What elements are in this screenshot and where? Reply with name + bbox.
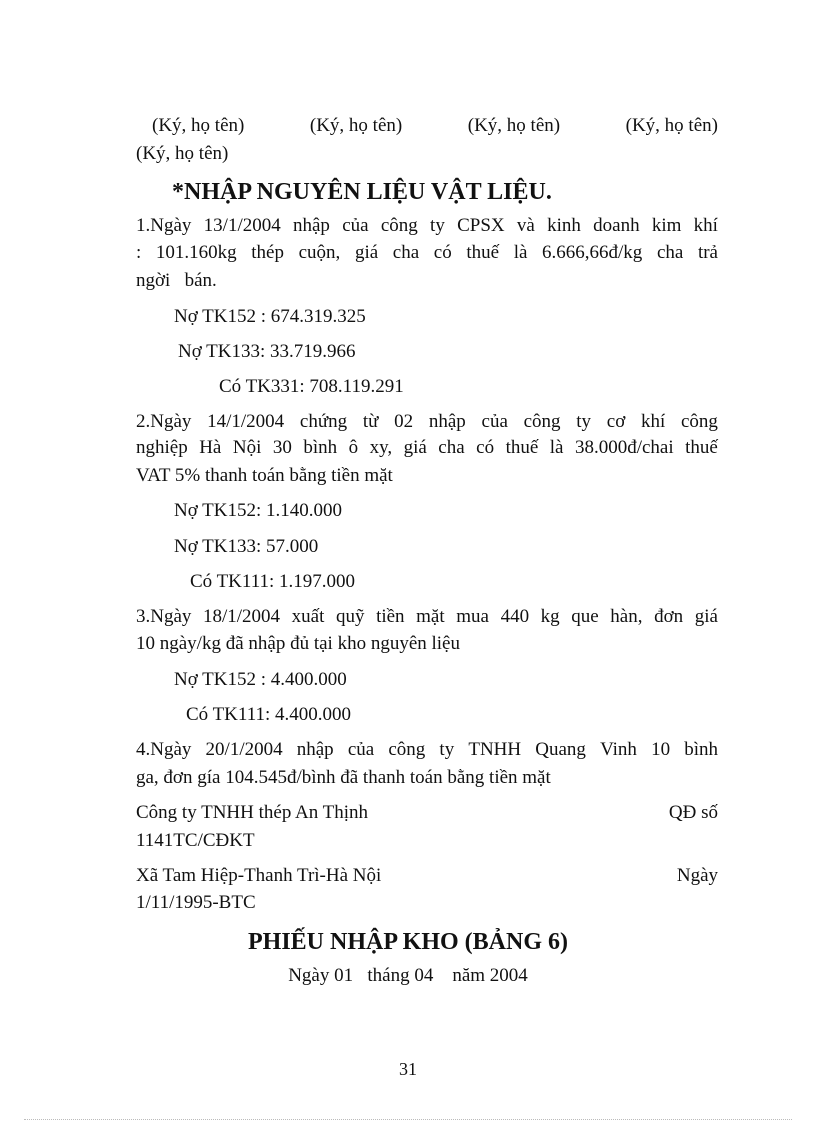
form-title: PHIẾU NHẬP KHO (BẢNG 6) [247, 929, 568, 955]
word: bình [684, 739, 718, 760]
decision-label: QĐ số [668, 802, 718, 823]
word: ty [430, 215, 445, 236]
word: ty [439, 739, 455, 760]
word: có [476, 437, 495, 458]
entry3-line1 [136, 606, 718, 628]
word: 18/1/2004 [203, 606, 281, 627]
entry1-debit-152: Nợ TK152 : 674.319.325 [174, 306, 366, 327]
word: giá [354, 242, 379, 263]
word: thuế [505, 437, 539, 458]
entry2-debit-152: Nợ TK152: 1.140.000 [174, 500, 343, 521]
word: hàn, [610, 606, 643, 627]
signature-row [152, 115, 718, 137]
signature-label: (Ký, họ tên) [152, 115, 245, 136]
entry1-debit-133: Nợ TK133: 33.719.966 [178, 341, 356, 362]
word: 4.Ngày [136, 739, 192, 760]
word: 101.160kg [155, 242, 237, 263]
word: của [347, 739, 375, 760]
company-address: Xã Tam Hiệp-Thanh Trì-Hà Nội [136, 865, 382, 886]
word: 14/1/2004 [207, 411, 285, 432]
word: cuộn, [298, 242, 341, 263]
word: nhập [293, 215, 330, 236]
word: từ [362, 411, 379, 432]
word: kim [651, 215, 682, 236]
decision-date-code: 1/11/1995-BTC [136, 892, 256, 913]
word: thép [251, 242, 284, 263]
word: CPSX [457, 215, 505, 236]
entry2-credit-111: Có TK111: 1.197.000 [190, 571, 356, 592]
company-name-row [136, 802, 718, 824]
word: đơn [654, 606, 684, 627]
word: 1.Ngày [136, 215, 192, 236]
section-title: *NHẬP NGUYÊN LIỆU VẬT LIỆU. [172, 179, 552, 205]
word: khí [693, 215, 718, 236]
word: kg [540, 606, 560, 627]
word: ô [348, 437, 359, 458]
word: 440 [500, 606, 530, 627]
word: bình [303, 437, 338, 458]
word: công [680, 411, 718, 432]
word: cha [438, 437, 465, 458]
word: kinh [547, 215, 581, 236]
word: và [516, 215, 535, 236]
entry2-line2 [136, 437, 718, 459]
word: Nội [232, 437, 262, 458]
word: 30 [272, 437, 292, 458]
word: công [523, 411, 561, 432]
entry1-line1 [136, 215, 718, 237]
word: 2.Ngày [136, 411, 192, 432]
word: mặt [416, 606, 445, 627]
page-bottom-divider [24, 1119, 792, 1120]
word: của [481, 411, 508, 432]
entry2-line3: VAT 5% thanh toán bằng tiền mặt [136, 465, 393, 486]
word: thuế [685, 437, 718, 458]
word: cơ [606, 411, 626, 432]
word: công [388, 739, 426, 760]
word: của [342, 215, 369, 236]
word: giá [694, 606, 718, 627]
form-date: Ngày 01 tháng 04 năm 2004 [288, 965, 528, 986]
word: trả [697, 242, 718, 263]
entry3-line2: 10 ngày/kg đã nhập đủ tại kho nguyên liệu [136, 633, 460, 654]
word: chứng [299, 411, 348, 432]
signature-label: (Ký, họ tên) [467, 115, 561, 136]
word: que [571, 606, 599, 627]
company-name: Công ty TNHH thép An Thịnh [136, 802, 369, 823]
word: Vinh [600, 739, 637, 760]
signature-label: (Ký, họ tên) [136, 143, 229, 164]
word: là [513, 242, 528, 263]
word: công [380, 215, 418, 236]
word: mua [456, 606, 489, 627]
company-address-row [136, 865, 718, 887]
page-number: 31 [399, 1059, 417, 1079]
word: tiền [376, 606, 405, 627]
signature-label: (Ký, họ tên) [625, 115, 718, 136]
word: 10 [651, 739, 671, 760]
word: 38.000đ/chai [574, 437, 674, 458]
entry4-line2: ga, đơn gía 104.545đ/bình đã thanh toán bằng tiền mặt [136, 767, 551, 788]
word: là [549, 437, 564, 458]
word: TNHH [468, 739, 522, 760]
entry2-debit-133: Nợ TK133: 57.000 [174, 536, 319, 557]
entry3-credit-111: Có TK111: 4.400.000 [186, 704, 352, 725]
word: nhập [296, 739, 334, 760]
date-label: Ngày [676, 865, 718, 886]
word: quỹ [335, 606, 365, 627]
word: khí [640, 411, 666, 432]
word: ty [576, 411, 592, 432]
signature-label: (Ký, họ tên) [309, 115, 403, 136]
word: 20/1/2004 [205, 739, 283, 760]
entry1-line2 [136, 242, 718, 264]
word: doanh [593, 215, 640, 236]
word: xy, [369, 437, 393, 458]
entry2-line1 [136, 411, 718, 433]
word: 13/1/2004 [203, 215, 281, 236]
word: nghiệp [136, 437, 188, 458]
word: thuế [466, 242, 500, 263]
word: giá [403, 437, 427, 458]
word: 3.Ngày [136, 606, 192, 627]
word: Hà [199, 437, 222, 458]
word: cha [656, 242, 684, 263]
word: có [433, 242, 452, 263]
word: Quang [535, 739, 586, 760]
entry3-debit-152: Nợ TK152 : 4.400.000 [174, 669, 347, 690]
word: 02 [394, 411, 414, 432]
word: : [136, 242, 142, 263]
word: 6.666,66đ/kg [542, 242, 643, 263]
word: xuất [291, 606, 325, 627]
decision-code: 1141TC/CĐKT [136, 830, 255, 851]
entry1-line3: ngời bán. [136, 270, 217, 291]
entry1-credit-331: Có TK331: 708.119.291 [219, 376, 404, 397]
word: nhập [428, 411, 466, 432]
entry4-line1 [136, 739, 718, 761]
word: cha [392, 242, 420, 263]
